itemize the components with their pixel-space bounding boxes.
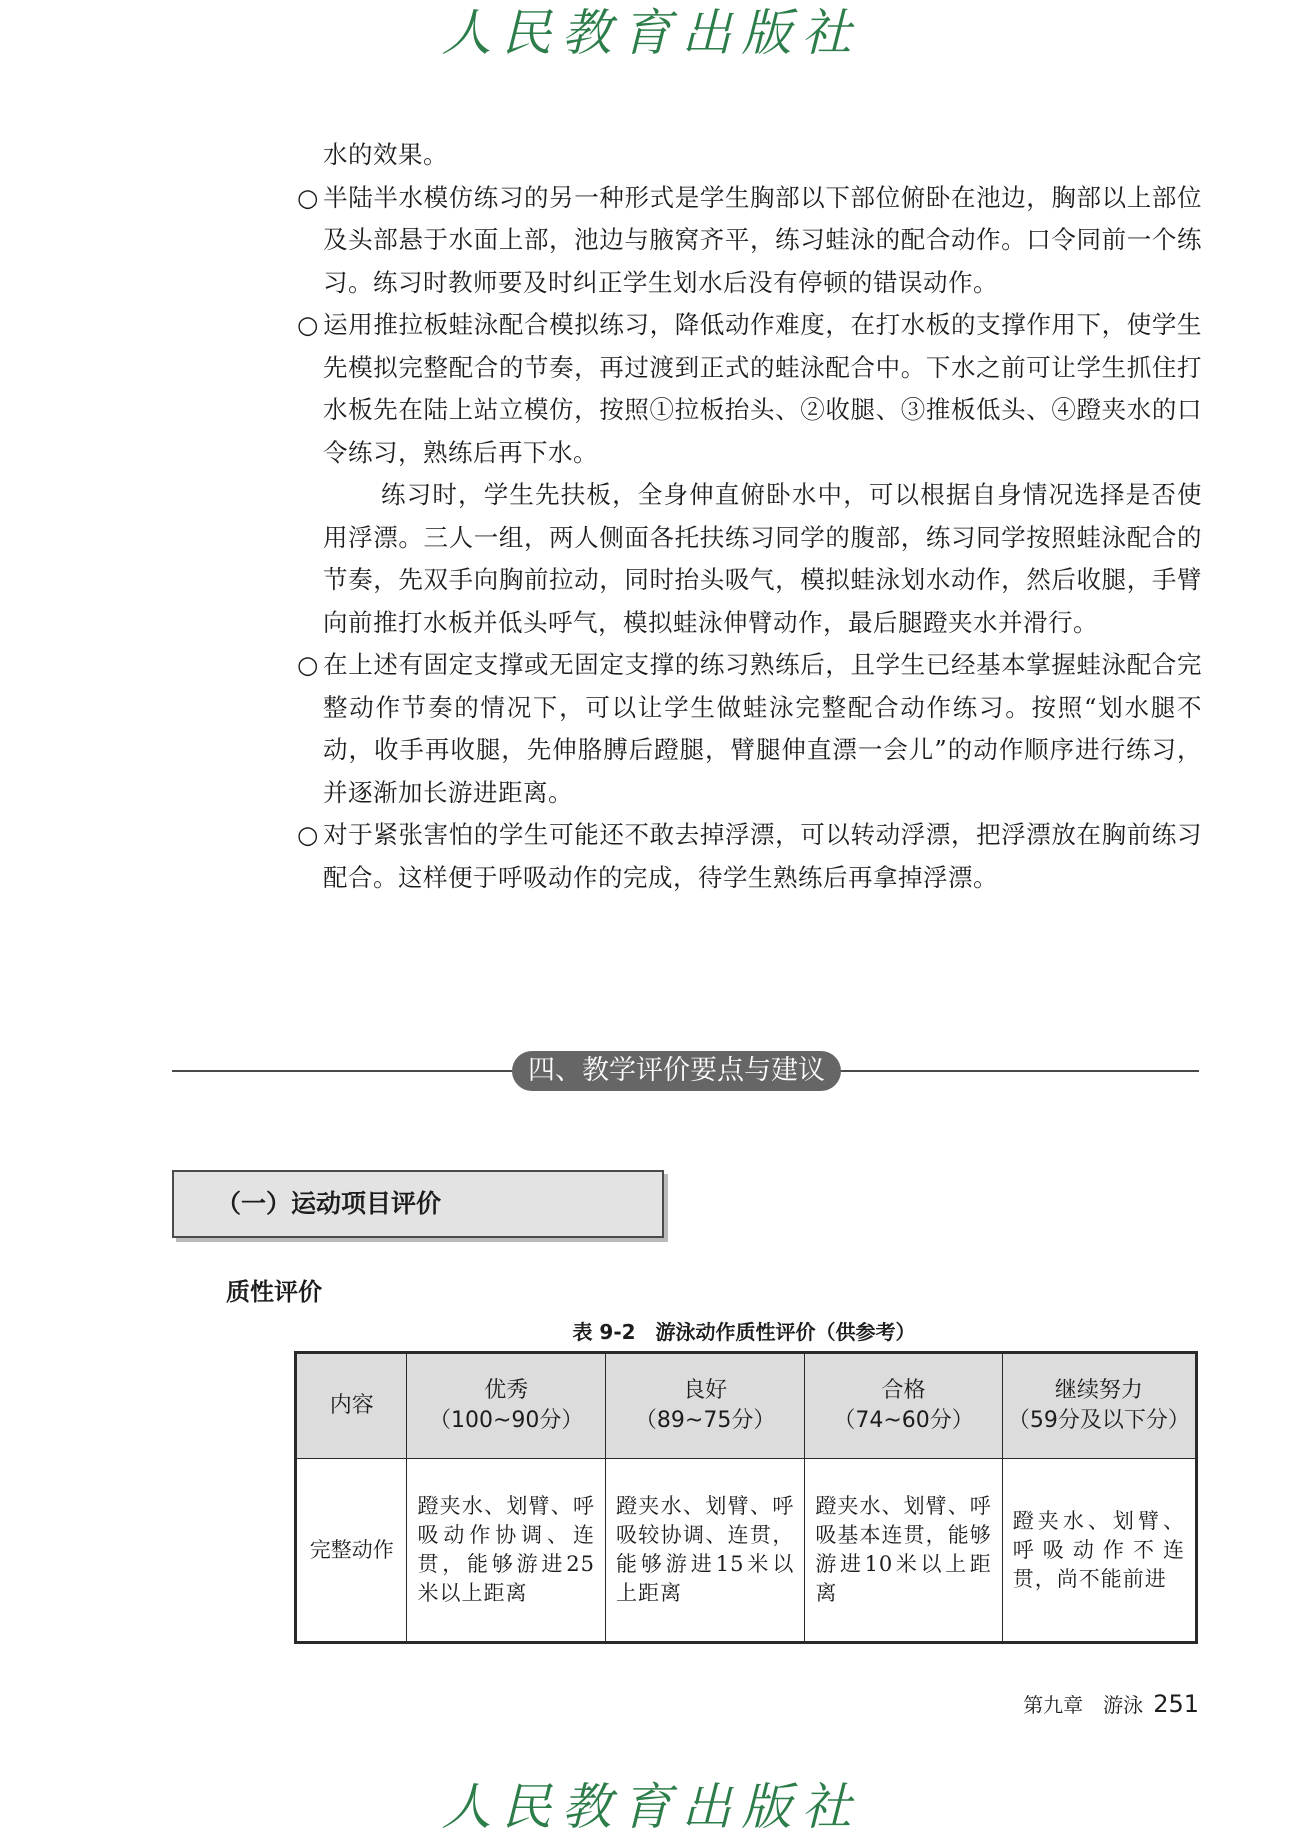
circle-bullet-icon: ○ bbox=[297, 820, 319, 849]
circle-bullet-icon: ○ bbox=[297, 650, 319, 679]
header-label: 内容 bbox=[329, 1393, 374, 1418]
table-caption: 表 9-2 游泳动作质性评价（供参考） bbox=[572, 1320, 916, 1344]
chapter-label: 第九章 游泳 bbox=[1023, 1693, 1144, 1717]
row-label: 完整动作 bbox=[296, 1459, 407, 1643]
table-row bbox=[296, 1459, 1197, 1643]
header-good bbox=[605, 1353, 804, 1459]
list-item bbox=[297, 304, 1202, 474]
header-score-range: （89~75分） bbox=[634, 1408, 776, 1433]
header-content bbox=[296, 1353, 407, 1459]
continuation-paragraph: 水的效果。 bbox=[323, 140, 448, 169]
list-item-text: 半陆半水模仿练习的另一种形式是学生胸部以下部位俯卧在池边，胸部以上部位及头部悬于水面上部，池边与腋窝齐平，练习蛙泳的配合动作。口令同前一个练习。练习时教师要及时纠正学生划水后没有停顿的错误动作。 bbox=[323, 182, 1202, 297]
list-item-text: 运用推拉板蛙泳配合模拟练习，降低动作难度，在打水板的支撑作用下，使学生先模拟完整配合的节奏，再过渡到正式的蛙泳配合中。下水之前可让学生抓住打水板先在陆上站立模仿，按照①拉板抬头、②收腿、③推板低头、④蹬夹水的口令练习，熟练后再下水。 bbox=[323, 310, 1202, 467]
subsection-heading-box bbox=[172, 1170, 664, 1238]
circle-bullet-icon: ○ bbox=[297, 310, 319, 339]
list-item bbox=[297, 644, 1202, 814]
circle-bullet-icon: ○ bbox=[297, 182, 319, 212]
header-score-range: （100~90分） bbox=[429, 1408, 584, 1433]
indented-paragraph: 练习时，学生先扶板，全身伸直俯卧水中，可以根据自身情况选择是否使用浮漂。三人一组，两人侧面各托扶练习同学的腹部，练习同学按照蛙泳配合的节奏，先双手向胸前拉动，同时抬头吸气，模拟蛙泳划水动作，然后收腿，手臂向前推打水板并低头呼气，模拟蛙泳伸臂动作，最后腿蹬夹水并滑行。 bbox=[323, 480, 1202, 637]
table-cell: 蹬夹水、划臂、呼吸动作不连贯，尚不能前进 bbox=[1002, 1459, 1196, 1643]
header-label: 良好 bbox=[683, 1378, 728, 1403]
evaluation-heading: 质性评价 bbox=[226, 1278, 322, 1306]
list-item bbox=[297, 814, 1202, 899]
publisher-logo-bottom: 人民教育出版社 bbox=[441, 1778, 862, 1836]
header-excellent bbox=[407, 1353, 605, 1459]
body-text bbox=[297, 134, 1202, 899]
evaluation-table bbox=[294, 1351, 1198, 1644]
header-pass bbox=[805, 1353, 1002, 1459]
publisher-logo-top: 人民教育出版社 bbox=[441, 4, 862, 62]
list-item-text: 对于紧张害怕的学生可能还不敢去掉浮漂，可以转动浮漂，把浮漂放在胸前练习配合。这样便于呼吸动作的完成，待学生熟练后再拿掉浮漂。 bbox=[323, 820, 1202, 892]
list-item bbox=[297, 177, 1202, 305]
section-title: 四、教学评价要点与建议 bbox=[512, 1051, 841, 1091]
table-cell: 蹬夹水、划臂、呼吸较协调、连贯，能够游进15米以上距离 bbox=[605, 1459, 804, 1643]
header-score-range: （74~60分） bbox=[833, 1408, 974, 1433]
header-label: 合格 bbox=[881, 1378, 926, 1403]
list-item-text: 在上述有固定支撑或无固定支撑的练习熟练后，且学生已经基本掌握蛙泳配合完整动作节奏的情况下，可以让学生做蛙泳完整配合动作练习。按照“划水腿不动，收手再收腿，先伸胳膊后蹬腿，臂腿伸直漂一会儿”的动作顺序进行练习，并逐渐加长游进距离。 bbox=[323, 650, 1202, 807]
table-cell: 蹬夹水、划臂、呼吸基本连贯，能够游进10米以上距离 bbox=[805, 1459, 1002, 1643]
header-label: 优秀 bbox=[484, 1378, 529, 1403]
page-number: 251 bbox=[1153, 1690, 1199, 1718]
subsection-title: （一）运动项目评价 bbox=[216, 1189, 442, 1218]
table-header-row bbox=[296, 1353, 1197, 1459]
table-cell: 蹬夹水、划臂、呼吸动作协调、连贯，能够游进25米以上距离 bbox=[407, 1459, 605, 1643]
page-footer bbox=[1023, 1689, 1199, 1718]
header-keep-trying bbox=[1002, 1353, 1196, 1459]
header-label: 继续努力 bbox=[1054, 1378, 1143, 1403]
header-score-range: （59分及以下分） bbox=[1007, 1408, 1190, 1433]
